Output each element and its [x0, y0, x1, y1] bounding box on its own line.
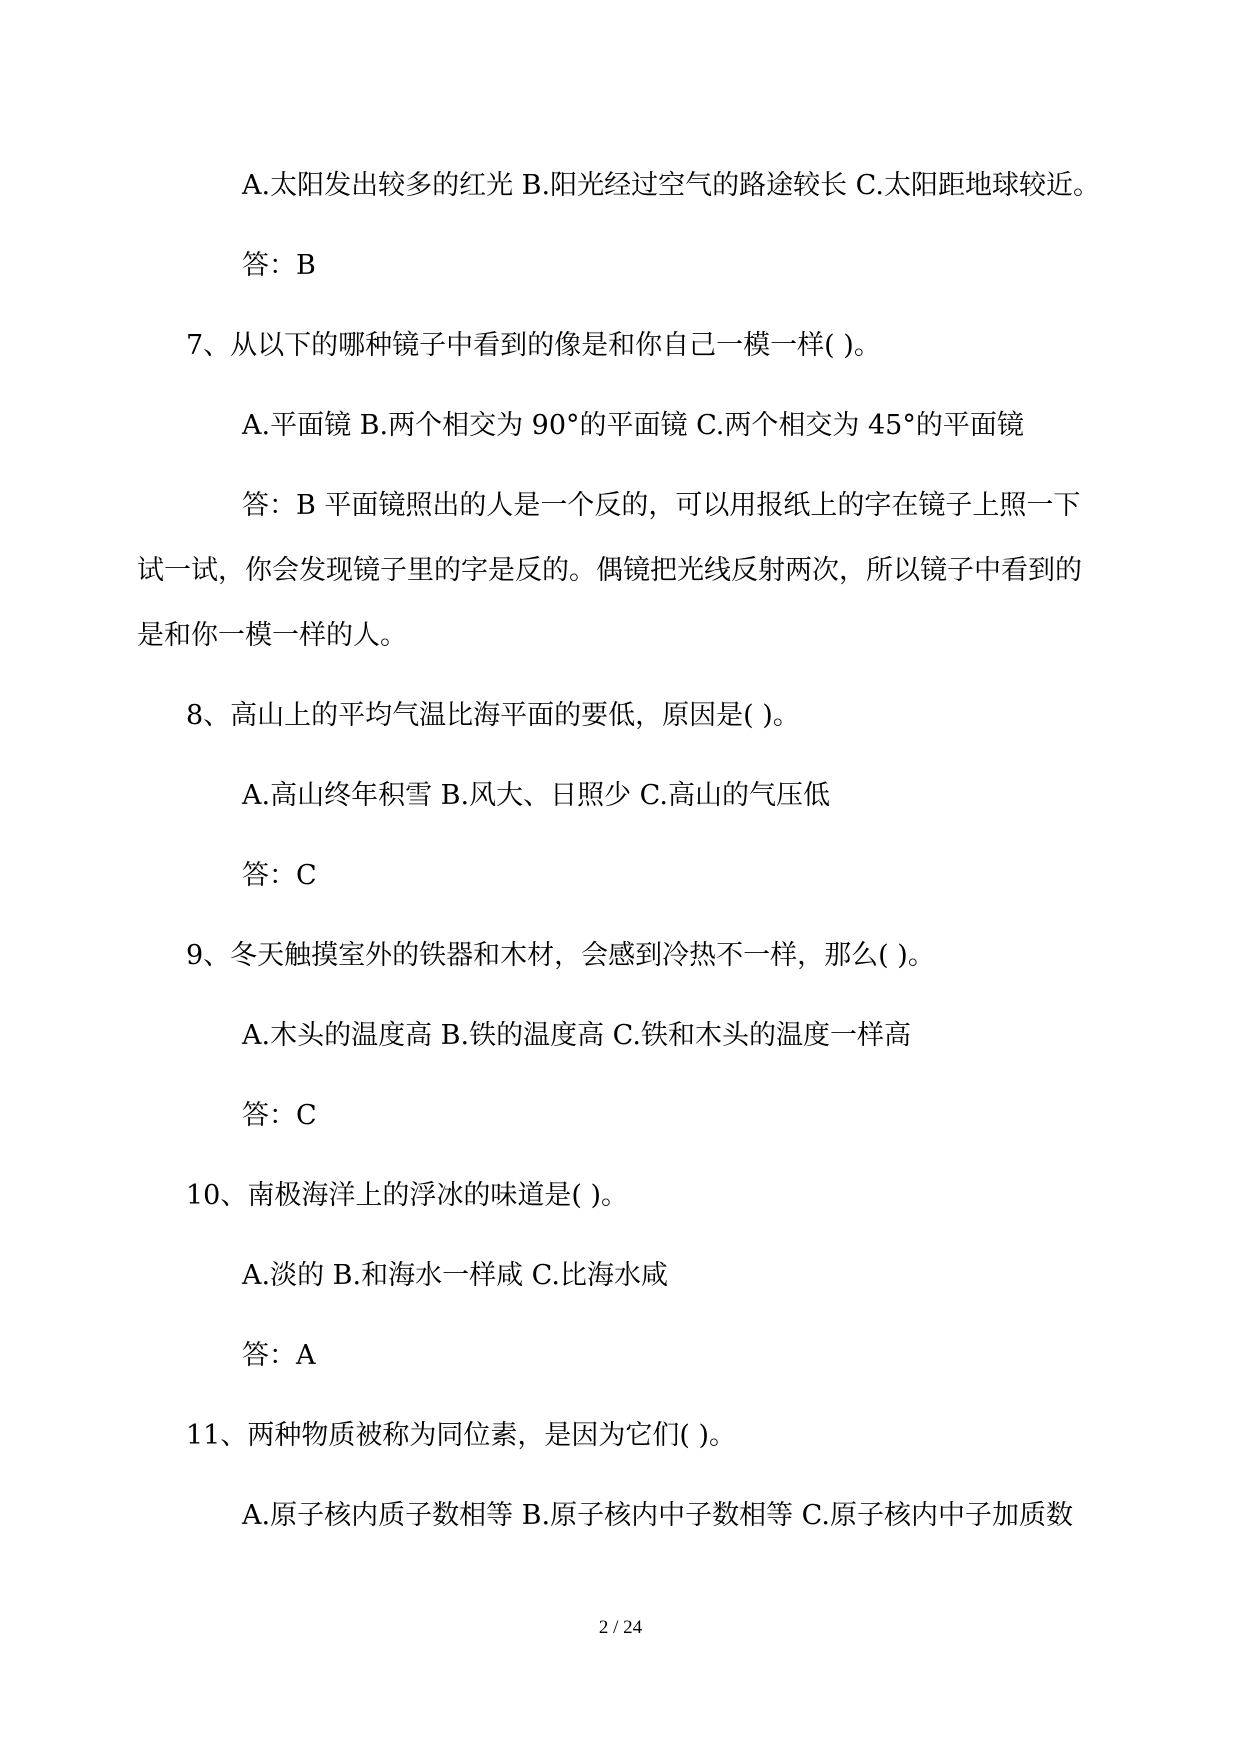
question-10: 10、南极海洋上的浮冰的味道是( )。	[186, 1180, 629, 1211]
option-line-q9: A.木头的温度高 B.铁的温度高 C.铁和木头的温度一样高	[242, 1020, 911, 1051]
answer-line-q7: 答：B 平面镜照出的人是一个反的，可以用报纸上的字在镜子上照一下	[242, 490, 1081, 521]
answer-line-q6: 答：B	[242, 250, 316, 281]
answer-line-q8: 答：C	[242, 860, 317, 891]
option-line-q10: A.淡的 B.和海水一样咸 C.比海水咸	[242, 1260, 668, 1291]
question-9: 9、冬天触摸室外的铁器和木材，会感到冷热不一样，那么( )。	[186, 940, 935, 971]
question-11: 11、两种物质被称为同位素，是因为它们( )。	[186, 1420, 737, 1451]
page-number: 2 / 24	[598, 1617, 643, 1638]
answer-continuation-q7-1: 试一试，你会发现镜子里的字是反的。偶镜把光线反射两次，所以镜子中看到的	[137, 555, 1082, 586]
option-line-q11: A.原子核内质子数相等 B.原子核内中子数相等 C.原子核内中子加质数	[242, 1500, 1073, 1531]
option-line-q8: A.高山终年积雪 B.风大、日照少 C.高山的气压低	[242, 780, 830, 811]
answer-line-q10: 答：A	[242, 1340, 316, 1371]
question-8: 8、高山上的平均气温比海平面的要低，原因是( )。	[186, 700, 800, 731]
option-line-q6: A.太阳发出较多的红光 B.阳光经过空气的路途较长 C.太阳距地球较近。	[242, 170, 1100, 201]
option-line-q7: A.平面镜 B.两个相交为 90°的平面镜 C.两个相交为 45°的平面镜	[242, 410, 1024, 441]
answer-continuation-q7-2: 是和你一模一样的人。	[137, 620, 407, 651]
answer-line-q9: 答：C	[242, 1100, 317, 1131]
question-7: 7、从以下的哪种镜子中看到的像是和你自己一模一样( )。	[186, 330, 881, 361]
